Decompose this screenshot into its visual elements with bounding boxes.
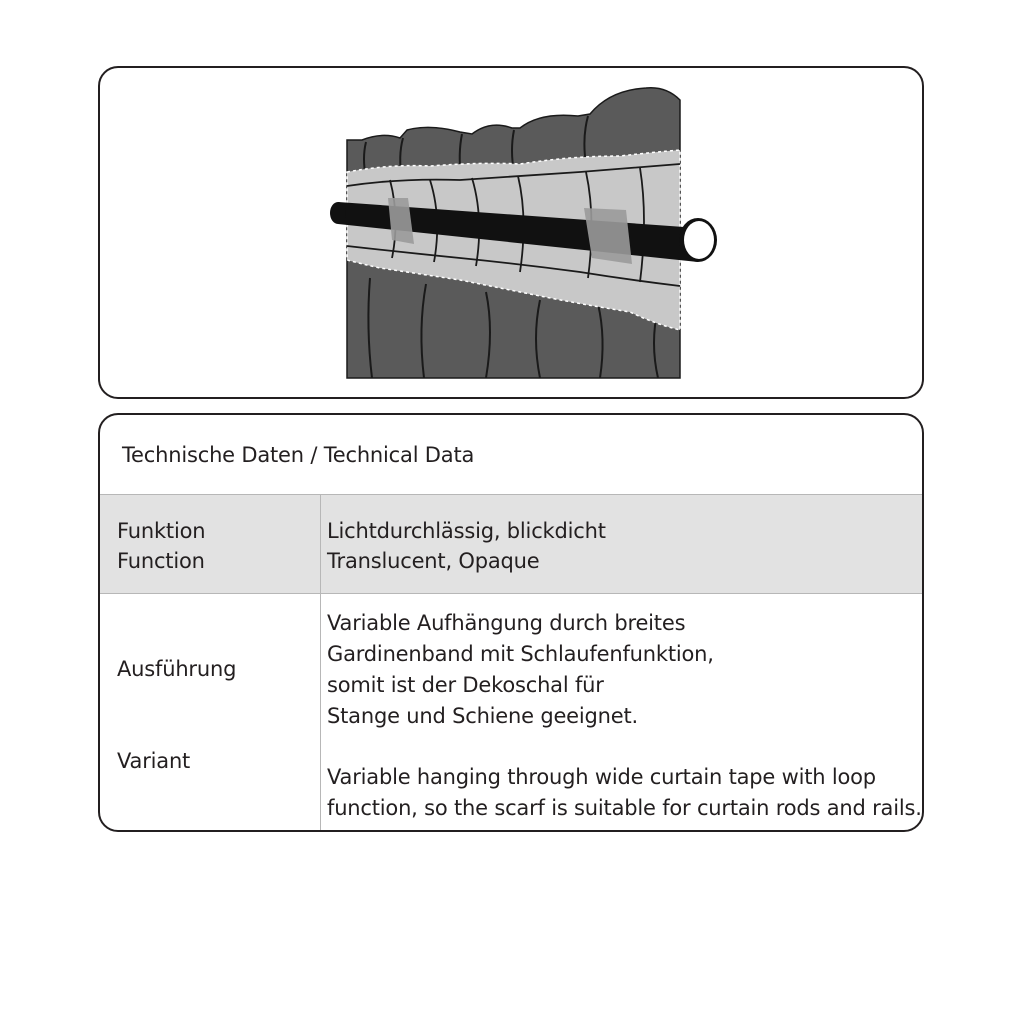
rod-end-left: [330, 202, 346, 224]
label-variant: Variant: [117, 749, 191, 773]
value-de-line-4: Stange und Schiene geeignet.: [327, 704, 639, 728]
rod-end-cap-inner: [684, 221, 714, 259]
table-title-row: [100, 415, 922, 495]
value-en-line-2: function, so the scarf is suitable for curtain rods and rails.: [327, 796, 922, 820]
illustration-panel: [98, 66, 924, 399]
table-title: Technische Daten / Technical Data: [122, 443, 475, 467]
value-de-line-1: Variable Aufhängung durch breites: [327, 611, 686, 635]
curtain-on-rod-illustration-icon: [100, 68, 924, 399]
label-ausfuehrung: Ausführung: [117, 657, 237, 681]
label-funktion: Funktion: [117, 519, 206, 543]
column-divider: [320, 495, 321, 830]
value-en-line-1: Variable hanging through wide curtain tape with loop: [327, 765, 876, 789]
table-row-function: [100, 495, 922, 594]
label-function: Function: [117, 549, 205, 573]
value-de-line-2: Gardinenband mit Schlaufenfunktion,: [327, 642, 714, 666]
technical-data-table: [98, 413, 924, 832]
table-row-variant: [100, 594, 922, 832]
value-function: Translucent, Opaque: [327, 549, 540, 573]
value-funktion: Lichtdurchlässig, blickdicht: [327, 519, 606, 543]
value-de-line-3: somit ist der Dekoschal für: [327, 673, 604, 697]
